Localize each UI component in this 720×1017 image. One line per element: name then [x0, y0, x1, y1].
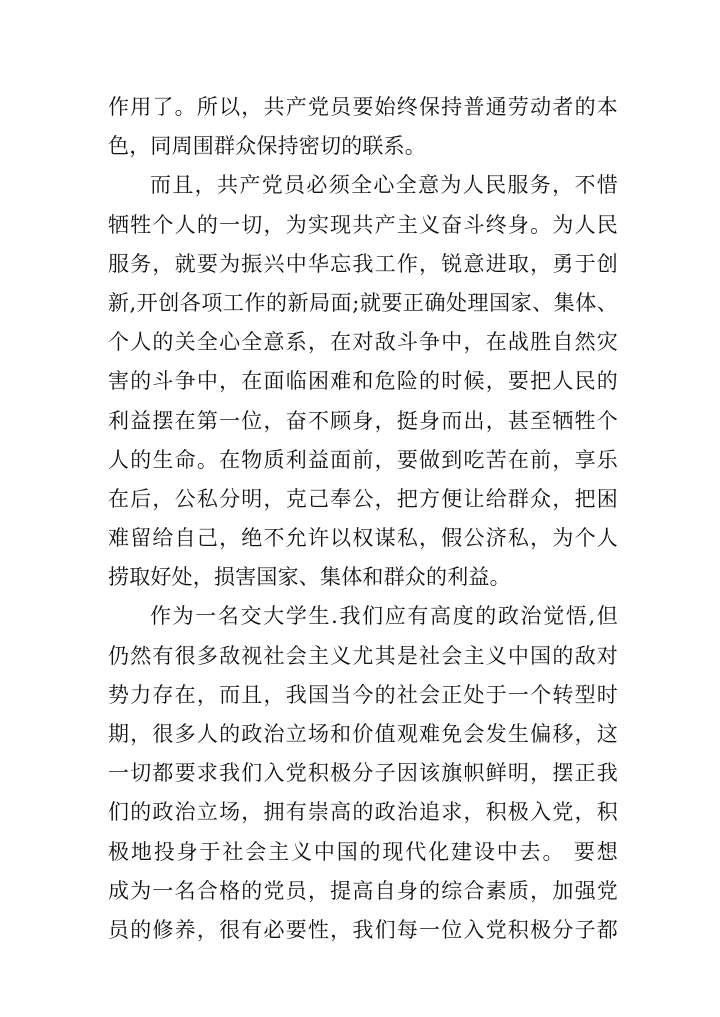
text-line: 极地投身于社会主义中国的现代化建设中去。 要想 — [108, 839, 618, 864]
text-line: 成为一名合格的党员，提高自身的综合素质，加强党 — [108, 878, 618, 903]
text-line: 期，很多人的政治立场和价值观难免会发生偏移，这 — [108, 722, 618, 746]
text-line: 新,开创各项工作的新局面;就要正确处理国家、集体、 — [108, 290, 618, 315]
text-line: 色，同周围群众保持密切的联系。 — [108, 134, 426, 159]
text-line: 员的修养，很有必要性，我们每一位入党积极分子都 — [108, 917, 618, 942]
text-line: 们的政治立场，拥有崇高的政治追求，积极入党，积 — [108, 800, 618, 825]
text-line: 一切都要求我们入党积极分子因该旗帜鲜明，摆正我 — [108, 761, 618, 786]
text-line: 作为一名交大学生.我们应有高度的政治觉悟,但 — [150, 604, 618, 629]
text-line: 在后，公私分明，克己奉公，把方便让给群众，把困 — [108, 486, 618, 511]
text-line: 捞取好处，损害国家、集体和群众的利益。 — [108, 565, 511, 590]
text-line: 害的斗争中，在面临困难和危险的时候，要把人民的 — [108, 369, 618, 394]
text-line: 服务，就要为振兴中华忘我工作，锐意进取，勇于创 — [108, 251, 618, 276]
text-line: 个人的关全心全意系，在对敌斗争中，在战胜自然灾 — [108, 330, 618, 355]
body-text — [108, 88, 618, 950]
text-line: 而且，共产党员必须全心全意为人民服务，不惜 — [150, 173, 618, 198]
text-line: 牺牲个人的一切，为实现共产主义奋斗终身。为人民 — [108, 212, 618, 237]
text-line: 利益摆在第一位，奋不顾身，挺身而出，甚至牺牲个 — [108, 408, 618, 433]
text-line: 难留给自己，绝不允许以权谋私，假公济私，为个人 — [108, 526, 618, 551]
text-line: 仍然有很多敌视社会主义尤其是社会主义中国的敌对 — [108, 643, 618, 668]
text-line: 人的生命。在物质利益面前，要做到吃苦在前，享乐 — [108, 447, 618, 472]
text-line: 势力存在，而且，我国当今的社会正处于一个转型时 — [108, 682, 618, 707]
text-line: 作用了。所以，共产党员要始终保持普通劳动者的本 — [108, 95, 618, 119]
